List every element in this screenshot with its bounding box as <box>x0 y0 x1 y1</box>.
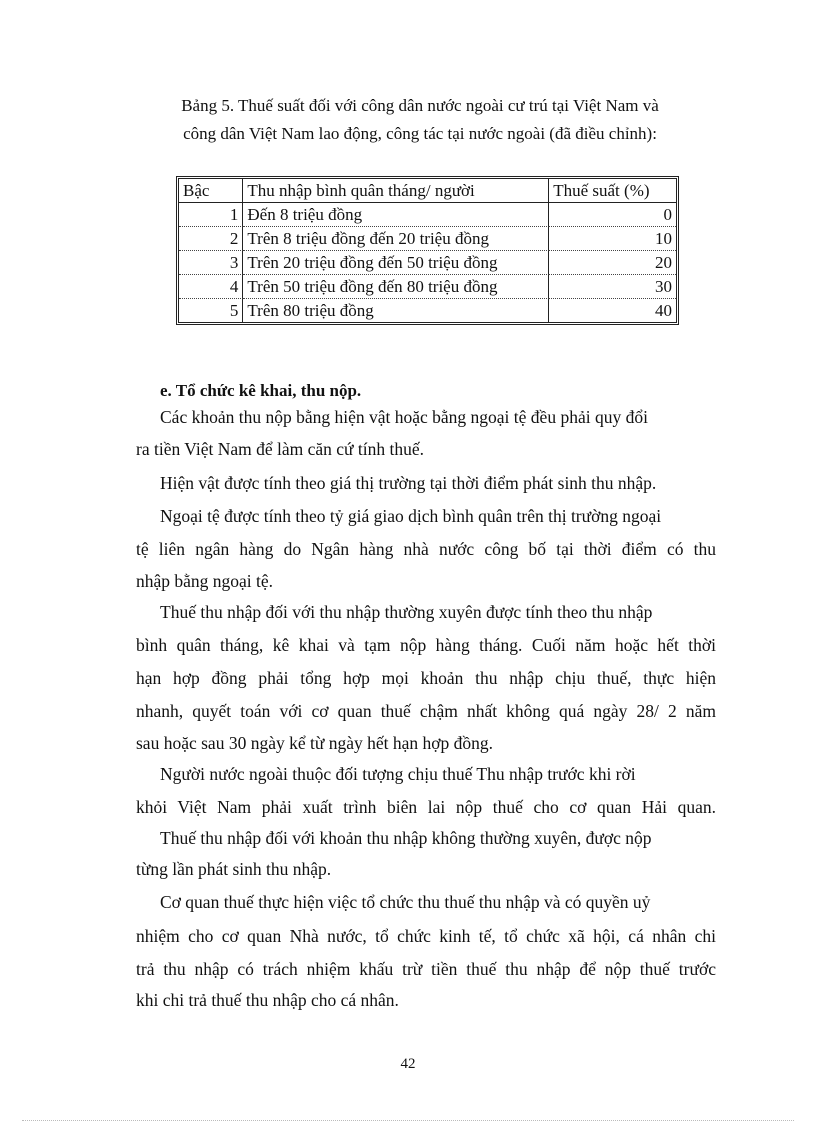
body-line: tệ liên ngân hàng do Ngân hàng nhà nước công bố tại thời điểm có thu <box>136 539 716 559</box>
section-heading: e. Tổ chức kê khai, thu nộp. <box>160 381 362 400</box>
cell-income: Trên 8 triệu đồng đến 20 triệu đồng <box>243 227 549 251</box>
cell-level: 5 <box>179 299 243 322</box>
cell-level: 1 <box>179 203 243 227</box>
body-line: sau hoặc sau 30 ngày kể từ ngày hết hạn hợp đồng. <box>136 733 493 753</box>
header-income: Thu nhập bình quân tháng/ người <box>243 179 549 203</box>
table-row <box>179 299 676 322</box>
body-line: Hiện vật được tính theo giá thị trường tại thời điểm phát sinh thu nhập. <box>160 473 657 493</box>
body-line: khỏi Việt Nam phải xuất trình biên lai nộp thuế cho cơ quan Hải quan. <box>136 797 716 817</box>
body-line: ra tiền Việt Nam để làm căn cứ tính thuế. <box>136 439 425 459</box>
cell-rate: 20 <box>549 251 676 275</box>
body-line: nhanh, quyết toán với cơ quan thuế chậm nhất không quá ngày 28/ 2 năm <box>136 701 716 721</box>
table-row <box>179 275 676 299</box>
body-line: Cơ quan thuế thực hiện việc tổ chức thu thuế thu nhập và có quyền uỷ <box>160 892 651 912</box>
table-caption <box>140 92 700 148</box>
table-row <box>179 203 676 227</box>
cell-level: 2 <box>179 227 243 251</box>
body-line: Thuế thu nhập đối với khoản thu nhập không thường xuyên, được nộp <box>160 828 652 848</box>
body-line: hạn hợp đồng phải tổng hợp mọi khoản thu nhập chịu thuế, thực hiện <box>136 668 716 688</box>
body-line: trả thu nhập có trách nhiệm khấu trừ tiền thuế thu nhập để nộp thuế trước <box>136 959 716 979</box>
table-row <box>179 227 676 251</box>
body-line: khi chi trả thuế thu nhập cho cá nhân. <box>136 990 399 1010</box>
page-bottom-rule <box>22 1120 794 1121</box>
cell-level: 3 <box>179 251 243 275</box>
body-line: nhiệm cho cơ quan Nhà nước, tổ chức kinh tế, tổ chức xã hội, cá nhân chi <box>136 926 716 946</box>
cell-level: 4 <box>179 275 243 299</box>
table-row <box>179 251 676 275</box>
cell-rate: 10 <box>549 227 676 251</box>
page-number: 42 <box>400 1056 416 1072</box>
cell-income: Trên 80 triệu đồng <box>243 299 549 322</box>
cell-rate: 30 <box>549 275 676 299</box>
table-header-row <box>179 179 676 203</box>
header-level: Bậc <box>179 179 243 203</box>
body-line: Các khoản thu nộp bằng hiện vật hoặc bằng ngoại tệ đều phải quy đổi <box>160 407 648 427</box>
body-line: nhập bằng ngoại tệ. <box>136 571 274 591</box>
cell-rate: 40 <box>655 300 672 320</box>
cell-rate: 0 <box>549 203 676 227</box>
body-line: Thuế thu nhập đối với thu nhập thường xuyên được tính theo thu nhập <box>160 602 653 622</box>
header-rate: Thuế suất (%) <box>549 179 676 203</box>
tax-rate-table <box>176 176 679 325</box>
cell-income: Đến 8 triệu đồng <box>243 203 549 227</box>
caption-line-1: Bảng 5. Thuế suất đối với công dân nước ngoài cư trú tại Việt Nam và <box>181 96 659 115</box>
body-line: bình quân tháng, kê khai và tạm nộp hàng tháng. Cuối năm hoặc hết thời <box>136 635 716 655</box>
cell-income: Trên 20 triệu đồng đến 50 triệu đồng <box>243 251 549 275</box>
body-line: Người nước ngoài thuộc đối tượng chịu thuế Thu nhập trước khi rời <box>160 764 636 784</box>
cell-income: Trên 50 triệu đồng đến 80 triệu đồng <box>243 275 549 299</box>
body-line: Ngoại tệ được tính theo tỷ giá giao dịch bình quân trên thị trường ngoại <box>160 506 662 526</box>
caption-line-2: công dân Việt Nam lao động, công tác tại nước ngoài (đã điều chỉnh): <box>183 124 657 143</box>
body-line: từng lần phát sinh thu nhập. <box>136 859 332 879</box>
